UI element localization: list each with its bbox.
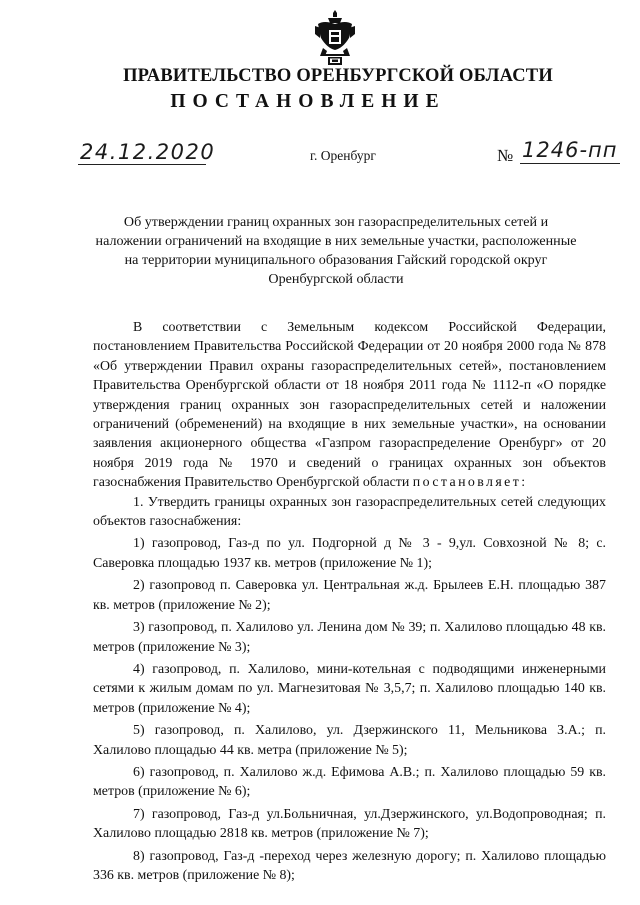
coat-of-arms-emblem [314,10,356,66]
list-item: 4) газопровод, п. Халилово, мини-котельная с подводящими инженерными сетями к жилым домам по ул. Магнезитовая № 3,5,7; п. Халилово площадью 140 кв. метров (приложение № 4); [93,661,606,716]
list-item: 7) газопровод, Газ-д ул.Больничная, ул.Дзержинского, ул.Водопроводная; п. Халилово площадью 2818 кв. метров (приложение № 7); [93,806,606,842]
document-body [93,318,606,885]
list-item: 6) газопровод, п. Халилово ж.д. Ефимова А.В.; п. Халилово площадью 59 кв. метров (приложение № 6); [93,764,606,800]
list-item: 1) газопровод, Газ-д по ул. Подгорной д № 3 - 9,ул. Совхозной № 8; с. Саверовка площадью 1937 кв. метров (приложение № 1); [93,536,606,571]
resolves-word: постановляет: [412,475,528,491]
preamble-text: В соответствии с Земельным кодексом Российской Федерации, постановлением Правительства Российской Федерации от 20 ноября 2000 года № 878 «Об утверждении Правил охраны газораспределительных сетей», постановлением Правительства Оренбургской области от 18 ноября 2011 года № 1112-п «О порядке утверждения границ охранных зон газораспределительных сетей и наложении ограничений (обременений) на входящие в них земельные участки», на основании заявления акционерного общества «Газпром газораспределение Оренбург» от 20 ноября 2019 года № 1970 и сведений о границах охранных зон объектов газоснабжения Правительство Оренбургской области [93,320,606,491]
document-type-title: ПОСТАНОВЛЕНИЕ [170,91,446,112]
list-item: 8) газопровод, Газ-д -переход через железную дорогу; п. Халилово площадью 336 кв. метров (приложение № 8); [93,848,606,883]
point-1-paragraph: 1. Утвердить границы охранных зон газораспределительных сетей следующих объектов газоснабжения: [93,494,606,530]
document-subject: Об утверждении границ охранных зон газораспределительных сетей и наложении ограничений на входящие в них земельные участки, расположенные на территории муниципального образования Гайский городской округ Оренбургской области [95,214,577,287]
document-date: 24.12.2020 [80,140,216,164]
number-underline [520,163,620,164]
date-underline [78,164,206,165]
list-item: 3) газопровод, п. Халилово ул. Ленина дом № 39; п. Халилово площадью 48 кв. метров (приложение № 3); [93,620,606,655]
preamble-paragraph [93,318,606,493]
document-city: г. Оренбург [310,148,376,163]
number-sign: № [497,146,514,165]
document-number: 1246-пп [522,138,618,162]
government-title: ПРАВИТЕЛЬСТВО ОРЕНБУРГСКОЙ ОБЛАСТИ [123,66,553,86]
list-item: 5) газопровод, п. Халилово, ул. Дзержинского 11, Мельникова З.А.; п. Халилово площадью 44 кв. метра (приложение № 5); [93,723,606,758]
list-item: 2) газопровод п. Саверовка ул. Центральная ж.д. Брылеев Е.Н. площадью 387 кв. метров (приложение № 2); [93,578,606,613]
